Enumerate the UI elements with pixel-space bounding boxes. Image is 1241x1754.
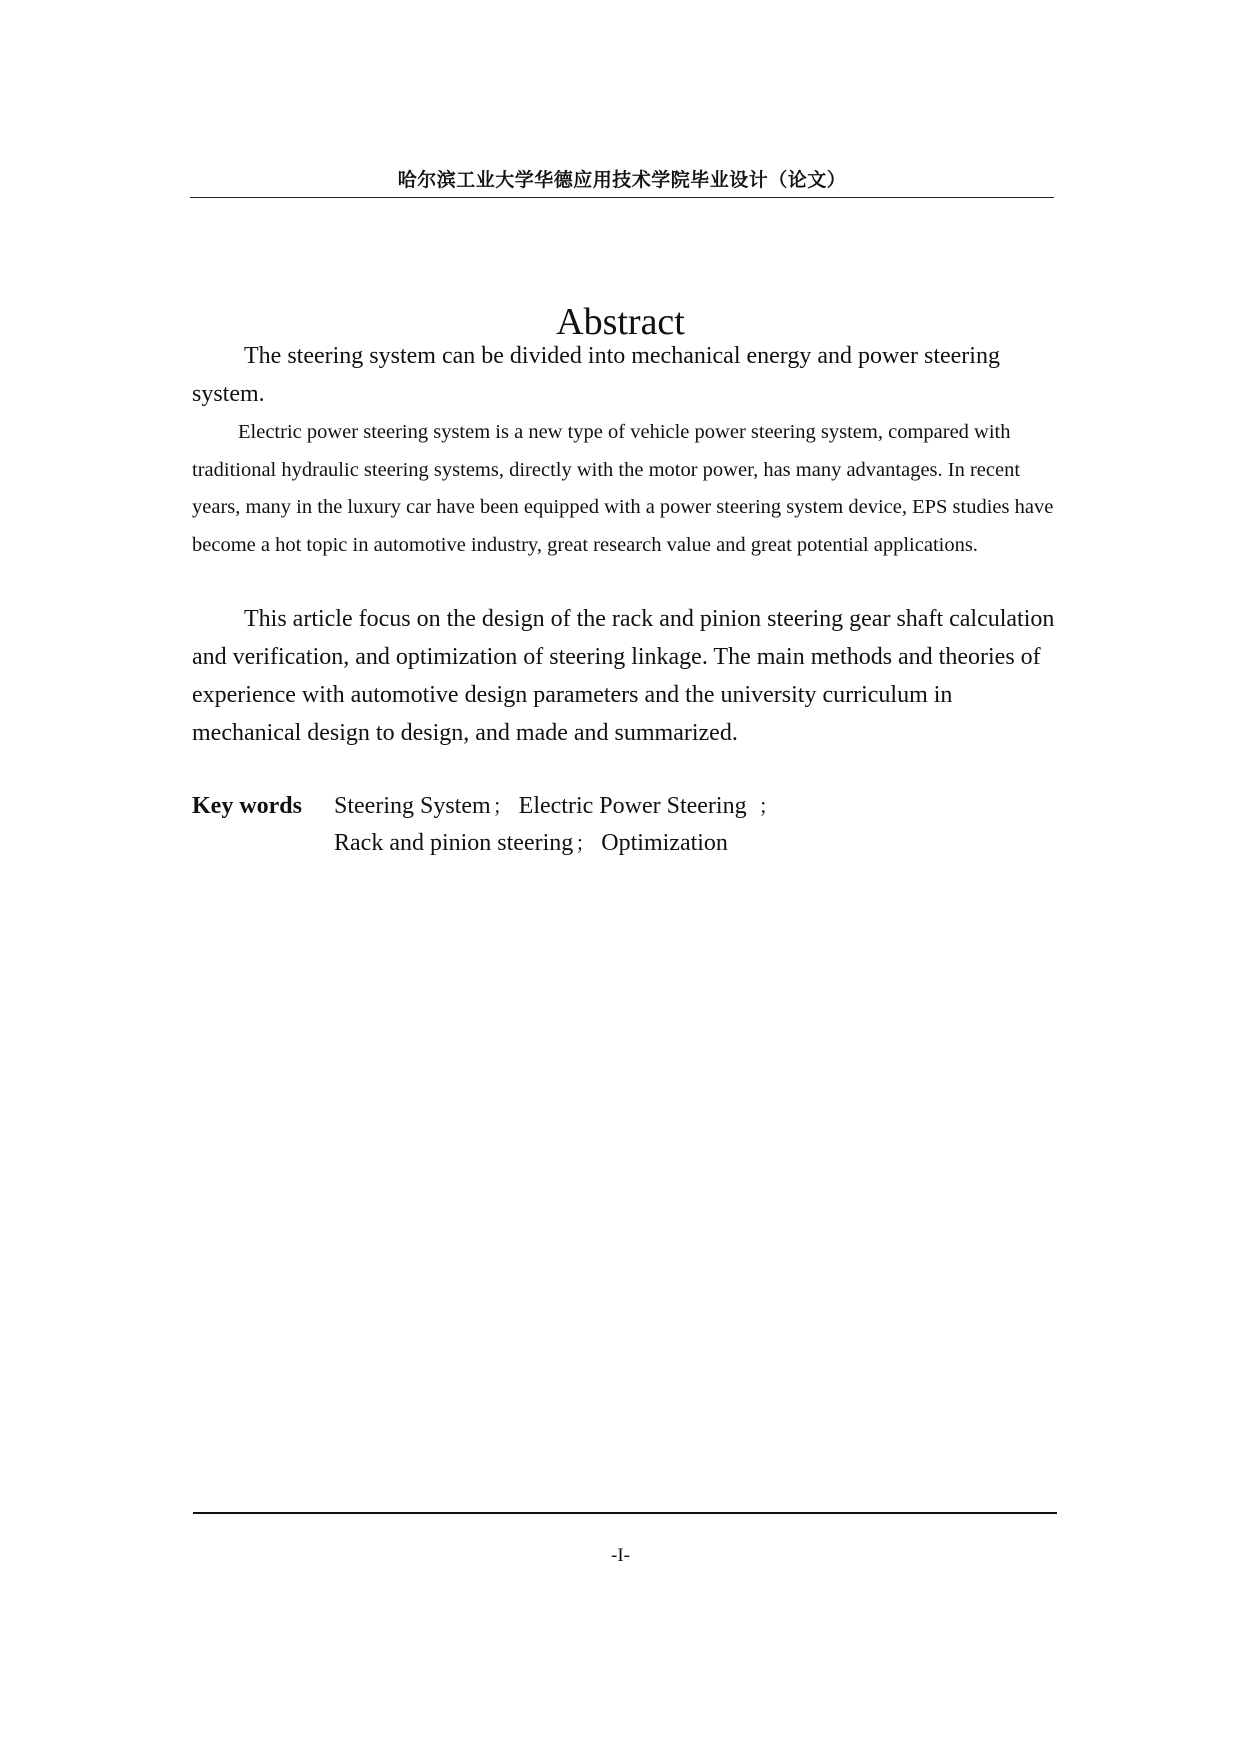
keywords-line-2 <box>334 825 728 862</box>
keywords-label: Key words <box>192 793 302 819</box>
keyword-separator: ； <box>758 794 779 818</box>
abstract-paragraph-2: Electric power steering system is a new type of vehicle power steering system, compared with traditional hydraulic steering systems, directly with the motor power, has many advantages. In recent years, many in the luxury car have been equipped with a power steering system device, EPS studies have become a hot topic in automotive industry, great research value and great potential applications. <box>192 421 1054 556</box>
keyword-separator: ； <box>575 831 596 855</box>
keyword-item: Rack and pinion steering <box>334 830 574 856</box>
page-header <box>190 163 1054 198</box>
keyword-item: Optimization <box>601 830 728 856</box>
abstract-paragraph-1: The steering system can be divided into mechanical energy and power steering system. <box>192 343 1000 407</box>
keyword-separator: ； <box>492 794 513 818</box>
keyword-item: Electric Power Steering <box>518 793 747 819</box>
abstract-title: Abstract <box>556 301 685 344</box>
header-title: 哈尔滨工业大学华德应用技术学院毕业设计（论文） <box>397 169 847 191</box>
footer-rule <box>193 1512 1057 1514</box>
keywords-line-1 <box>334 788 785 825</box>
page-number: -I- <box>611 1545 630 1566</box>
keyword-item: Steering System <box>334 793 491 819</box>
abstract-paragraph-3: This article focus on the design of the rack and pinion steering gear shaft calculation and verification, and optimization of steering linkage. The main methods and theories of experience with automotive design parameters and the university curriculum in mechanical design to design, and made and summarized. <box>192 606 1055 746</box>
